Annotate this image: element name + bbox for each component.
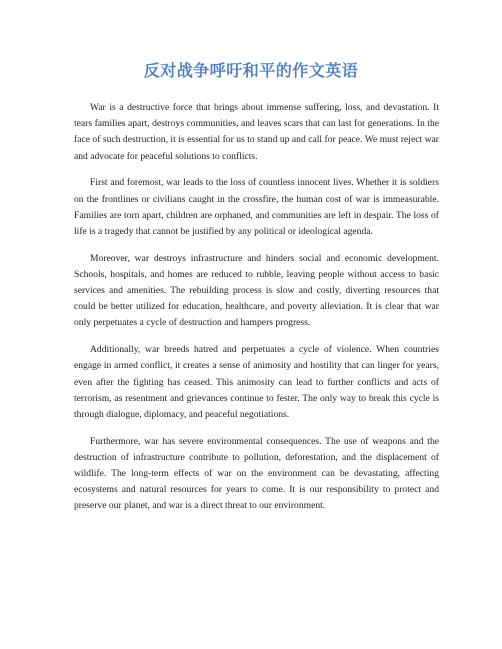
paragraph-5: Furthermore, war has severe environmental consequences. The use of weapons and the destruction of infrastructure contribute to pollution, deforestation, and the displacement of wildlife. The long-term effects of war on the environment can be devastating, affecting ecosystems and natural resources for years to come. It is our responsibility to protect and preserve our planet, and war is a direct threat to our environment. <box>74 435 439 512</box>
paragraph-1: War is a destructive force that brings about immense suffering, loss, and devastation. It tears families apart, destroys communities, and leaves scars that can last for generations. In the face of such destruction, it is essential for us to stand up and call for peace. We must reject war and advocate for peaceful solutions to conflicts. <box>74 102 439 162</box>
document-title: 反对战争呼吁和平的作文英语 <box>143 61 359 80</box>
paragraph-2: First and foremost, war leads to the loss of countless innocent lives. Whether it is soldiers on the frontlines or civilians caught in the crossfire, the human cost of war is immeasurable. Families are torn apart, children are orphaned, and communities are left in despair. The loss of life is a tragedy that cannot be justified by any political or ideological agenda. <box>74 177 439 237</box>
document-body <box>74 100 439 525</box>
paragraph-3: Moreover, war destroys infrastructure and hinders social and economic development. Schools, hospitals, and homes are reduced to rubble, leaving people without access to basic services and amenities. The rebuilding process is slow and costly, diverting resources that could be better utilized for education, healthcare, and poverty alleviation. It is clear that war only perpetuates a cycle of destruction and hampers progress. <box>74 252 439 329</box>
paragraph-4: Additionally, war breeds hatred and perpetuates a cycle of violence. When countries engage in armed conflict, it creates a sense of animosity and hostility that can linger for years, even after the fighting has ceased. This animosity can lead to further conflicts and acts of terrorism, as resentment and grievances continue to fester. The only way to break this cycle is through dialogue, diplomacy, and peaceful negotiations. <box>74 344 439 420</box>
